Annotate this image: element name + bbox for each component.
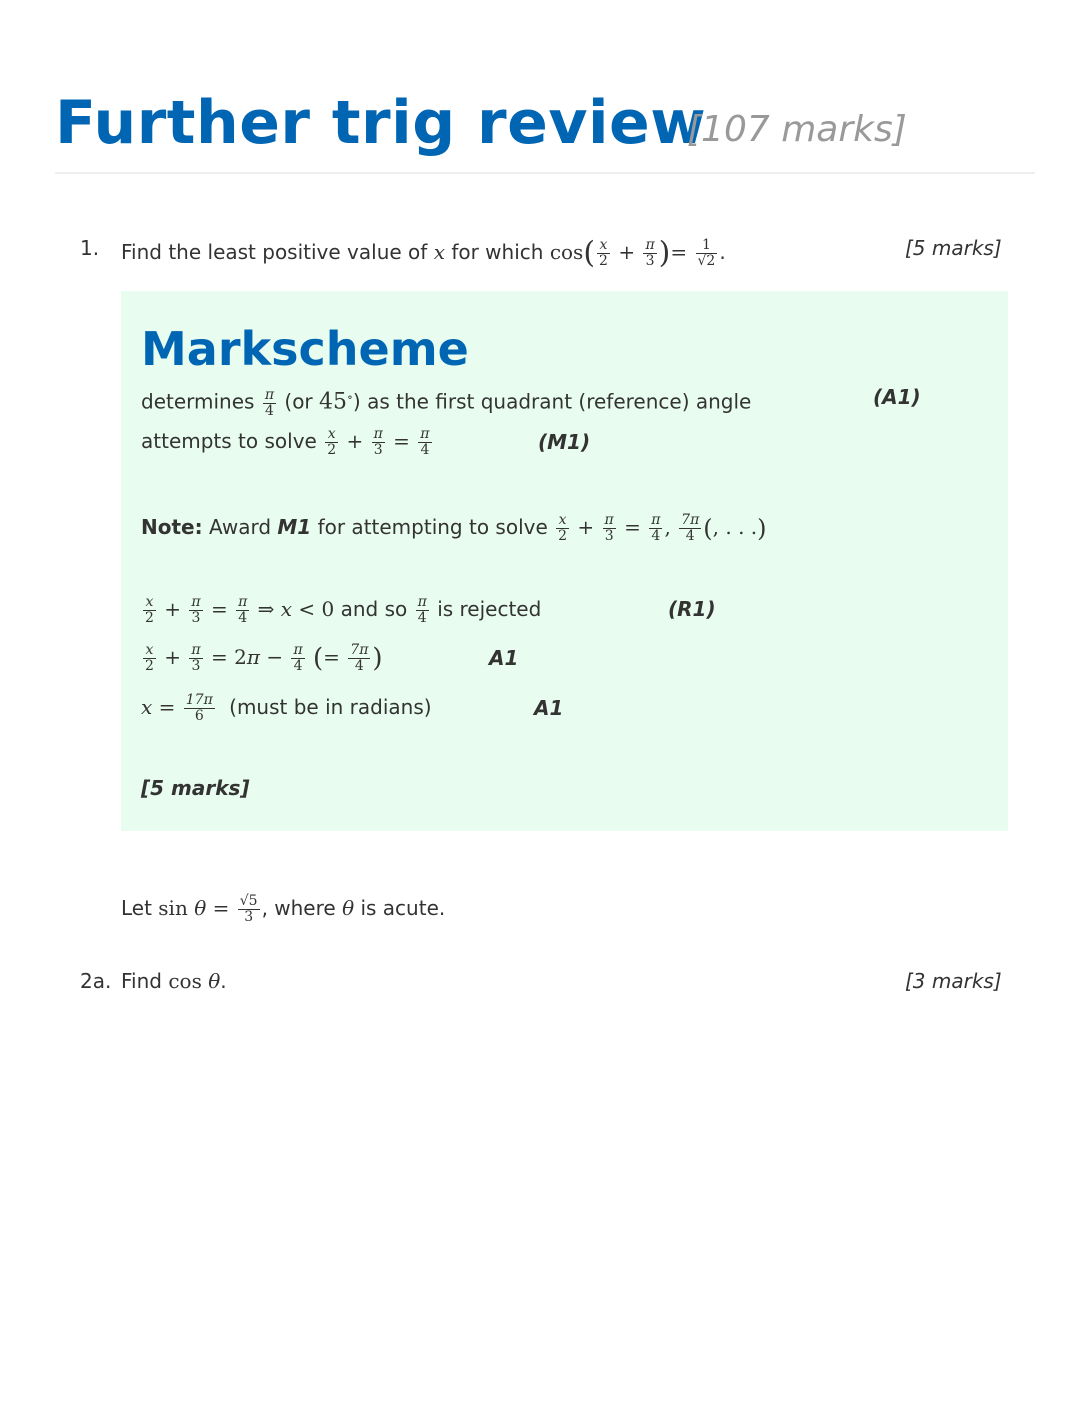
page-header — [55, 88, 1035, 174]
ms-line-1-text-c: ) as the first quadrant (reference) angle — [352, 389, 752, 414]
question-2a-number: 2a. — [80, 969, 112, 993]
ms-line-4: $\frac{x}{2}$ + $\frac{\pi}{3}$ = 2π − $\frac{\pi}{4}$ (= $\frac{7\pi}{4}$ ) — [145, 642, 383, 674]
q2-stem-text-a: Let — [121, 896, 152, 920]
ms-line-2-award: (M1) — [538, 430, 591, 454]
markscheme-box — [121, 291, 1008, 831]
question-2a-text: Find cos θ. — [121, 969, 227, 993]
ms-line-3-text-and: and so — [340, 597, 408, 621]
q2a-text: Find — [121, 969, 162, 993]
ms-line-1-award: (A1) — [873, 385, 921, 409]
ms-line-1: determines $\frac{\pi}{4}$ (or 45∘) as the first quadrant (reference) angle — [141, 386, 752, 419]
ms-note-text-a: Award — [208, 515, 272, 539]
ms-note-code: M1 — [277, 515, 312, 539]
ms-line-5-text: (must be in radians) — [229, 695, 432, 719]
ms-note-label: Note: — [141, 515, 203, 539]
ms-total-marks: [5 marks] — [141, 776, 250, 800]
ms-line-4-award: A1 — [489, 646, 519, 670]
q1-fn-cos: cos — [549, 240, 584, 264]
ms-line-2-text: attempts to solve — [141, 429, 317, 453]
q1-text-mid: for which — [451, 240, 544, 264]
q1-text-before: Find the least positive value of — [121, 240, 428, 264]
ms-line-1-degrees: 45 — [319, 389, 348, 415]
question-1-number: 1. — [80, 236, 100, 260]
ms-line-5-award: A1 — [534, 696, 564, 720]
markscheme-title: Markscheme — [141, 322, 469, 376]
ms-line-3-text-rejected: is rejected — [437, 597, 542, 621]
ms-line-2: attempts to solve $\frac{x}{2}$ + $\frac{\pi}{3}$ = $\frac{\pi}{4}$ — [141, 426, 430, 458]
ms-note-text-b: for attempting to solve — [317, 515, 548, 539]
ms-line-3: $\frac{x}{2}$ + $\frac{\pi}{3}$ = $\frac{\pi}{4}$ ⇒ x < 0 and so $\frac{\pi}{4}$ is rejected — [145, 594, 542, 626]
total-marks: [107 marks] — [687, 109, 907, 150]
ms-line-1-text-b: (or — [284, 389, 313, 414]
ms-line-5: x = $\frac{17\pi}{6}$ (must be in radians) — [141, 692, 432, 724]
question-2a-marks: [3 marks] — [905, 969, 1002, 993]
q2-stem-text-b: , where — [261, 896, 336, 920]
ms-line-3-award: (R1) — [668, 597, 716, 621]
question-1-marks: [5 marks] — [905, 236, 1002, 260]
q1-var-x: x — [433, 240, 445, 264]
ms-line-1-text-a: determines — [141, 389, 255, 414]
ms-note: Note: Award M1 for attempting to solve $\frac{x}{2}$ + $\frac{\pi}{3}$ = $\frac{\pi}{4}$ , $\frac{7\pi}{4}$ (, . . .) — [141, 512, 767, 544]
question-1-text: Find the least positive value of x for which cos( $\frac{x}{2}$ + $\frac{\pi}{3}$ )= $\frac{1}{√2}$ . — [121, 235, 726, 271]
question-2-stem: Let sin θ = $\frac{√5}{3}$ , where θ is acute. — [121, 893, 446, 925]
page-title: Further trig review — [55, 88, 707, 158]
q2-stem-text-c: is acute. — [360, 896, 446, 920]
